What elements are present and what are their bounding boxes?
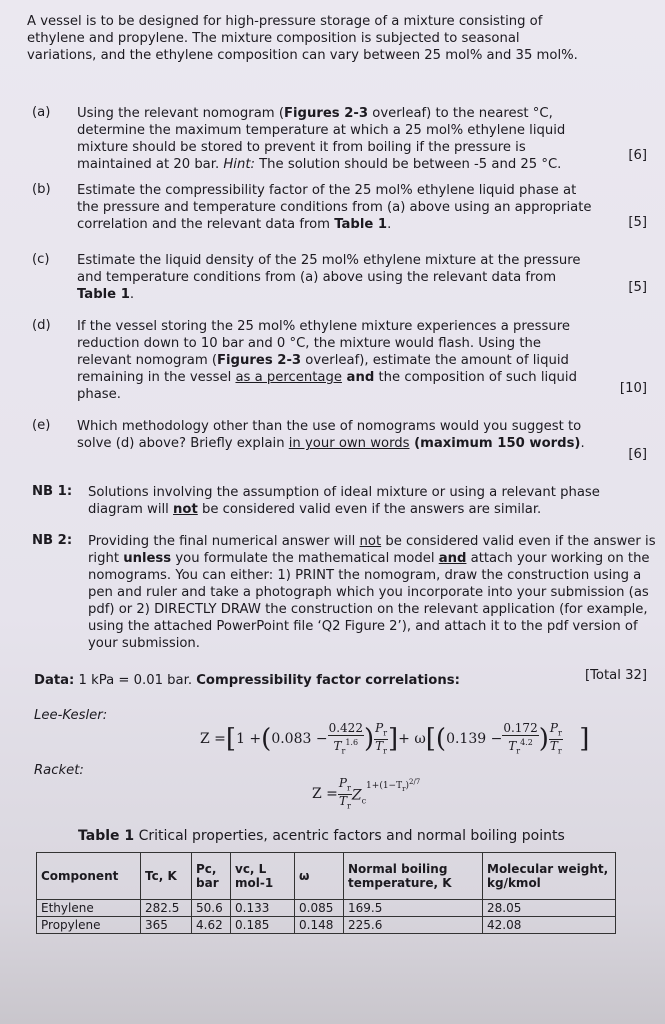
cell: 0.148 [295, 917, 344, 934]
total-marks: [Total 32] [584, 668, 647, 683]
lee-kesler-label: Lee-Kesler: [34, 708, 108, 723]
question-d-text: If the vessel storing the 25 mol% ethylene mixture experiences a pressure reduction down to 10 bar and 0 °C, the mixture would flash. Using the relevant nomogram (Figures 2-3 overleaf), estimate the amount of liquid remaining in the vessel as a percentage and the composition of such liquid phase. [77, 319, 577, 402]
racket-label: Racket: [34, 763, 84, 778]
table-row [37, 917, 616, 934]
cell: 365 [141, 917, 192, 934]
question-c-label: (c) [32, 252, 50, 267]
question-d-marks: [10] [619, 381, 647, 396]
nb2-text: Providing the final numerical answer will not be considered valid even if the answer is right unless you formulate the mathematical model and attach your working on the nomograms. You can either: 1) PRINT the nomogram, draw the construction using a pen and ruler and take a photograph which you incorporate into your submission (as pdf) or 2) DIRECTLY DRAW the construction on the relevant application (for example, using the attached PowerPoint file ‘Q2 Figure 2’), and attach it to the pdf version of your submission. [88, 534, 656, 651]
lee-kesler-formula: Z = [ 1 + ( 0.083 − $\frac{0.422}{T_r^{1.6}}$ ) $\frac{P_r}{T_r}$ ] + ω [( 0.139 − $\frac{0.172}{T_r^{4.2}}$ ) $\frac{P_r}{T_r}$ ] [200, 721, 590, 756]
nb1-label: NB 1: [32, 484, 73, 499]
cell: Propylene [37, 917, 141, 934]
header-tc: Tc, K [141, 853, 192, 900]
question-e-label: (e) [32, 418, 51, 433]
cell: 42.08 [483, 917, 616, 934]
question-b-marks: [5] [628, 215, 647, 230]
table-caption: Table 1 Critical properties, acentric factors and normal boiling points [78, 828, 565, 844]
header-boiling: Normal boiling temperature, K [344, 853, 483, 900]
racket-formula: Z = $\frac{P_r}{T_r}$ $Z_c^{1+(1-T_r)^{2/7}}$ [312, 776, 421, 811]
table-header-row [37, 853, 616, 900]
header-omega: ω [295, 853, 344, 900]
cell: 0.185 [231, 917, 295, 934]
data-line: Data: 1 kPa = 0.01 bar. Compressibility factor correlations: [34, 673, 460, 688]
nb1-text: Solutions involving the assumption of ideal mixture or using a relevant phase diagram will not be considered valid even if the answers are similar. [88, 485, 600, 517]
cell: 0.133 [231, 900, 295, 917]
question-c-marks: [5] [628, 280, 647, 295]
header-vc: vc, L mol-1 [231, 853, 295, 900]
question-c-text: Estimate the liquid density of the 25 mol% ethylene mixture at the pressure and temperature conditions from (a) above using the relevant data from Table 1. [77, 253, 581, 302]
cell: Ethylene [37, 900, 141, 917]
header-pc: Pc, bar [192, 853, 231, 900]
question-b-label: (b) [32, 182, 51, 197]
cell: 169.5 [344, 900, 483, 917]
question-e-marks: [6] [628, 447, 647, 462]
question-a-text: Using the relevant nomogram (Figures 2-3 overleaf) to the nearest °C, determine the maximum temperature at which a 25 mol% ethylene liquid mixture should be stored to prevent it from boiling if the pressure is maintained at 20 bar. Hint: The solution should be between -5 and 25 °C. [77, 106, 566, 172]
question-a-marks: [6] [628, 148, 647, 163]
header-mw: Molecular weight, kg/kmol [483, 853, 616, 900]
question-b-text: Estimate the compressibility factor of the 25 mol% ethylene liquid phase at the pressure and temperature conditions from (a) above using an appropriate correlation and the relevant data from Table 1. [77, 183, 592, 232]
cell: 282.5 [141, 900, 192, 917]
cell: 0.085 [295, 900, 344, 917]
critical-properties-table [36, 852, 616, 934]
table-row [37, 900, 616, 917]
header-component: Component [37, 853, 141, 900]
cell: 28.05 [483, 900, 616, 917]
question-e-text: Which methodology other than the use of nomograms would you suggest to solve (d) above? Briefly explain in your own words (maximum 150 words). [77, 419, 585, 451]
question-d-label: (d) [32, 318, 51, 333]
cell: 225.6 [344, 917, 483, 934]
intro-text: A vessel is to be designed for high-pressure storage of a mixture consisting of ethylene and propylene. The mixture composition is subjected to seasonal variations, and the ethylene composition can vary between 25 mol% and 35 mol%. [27, 14, 578, 63]
question-a-label: (a) [32, 105, 51, 120]
nb2-label: NB 2: [32, 533, 73, 548]
cell: 4.62 [192, 917, 231, 934]
cell: 50.6 [192, 900, 231, 917]
